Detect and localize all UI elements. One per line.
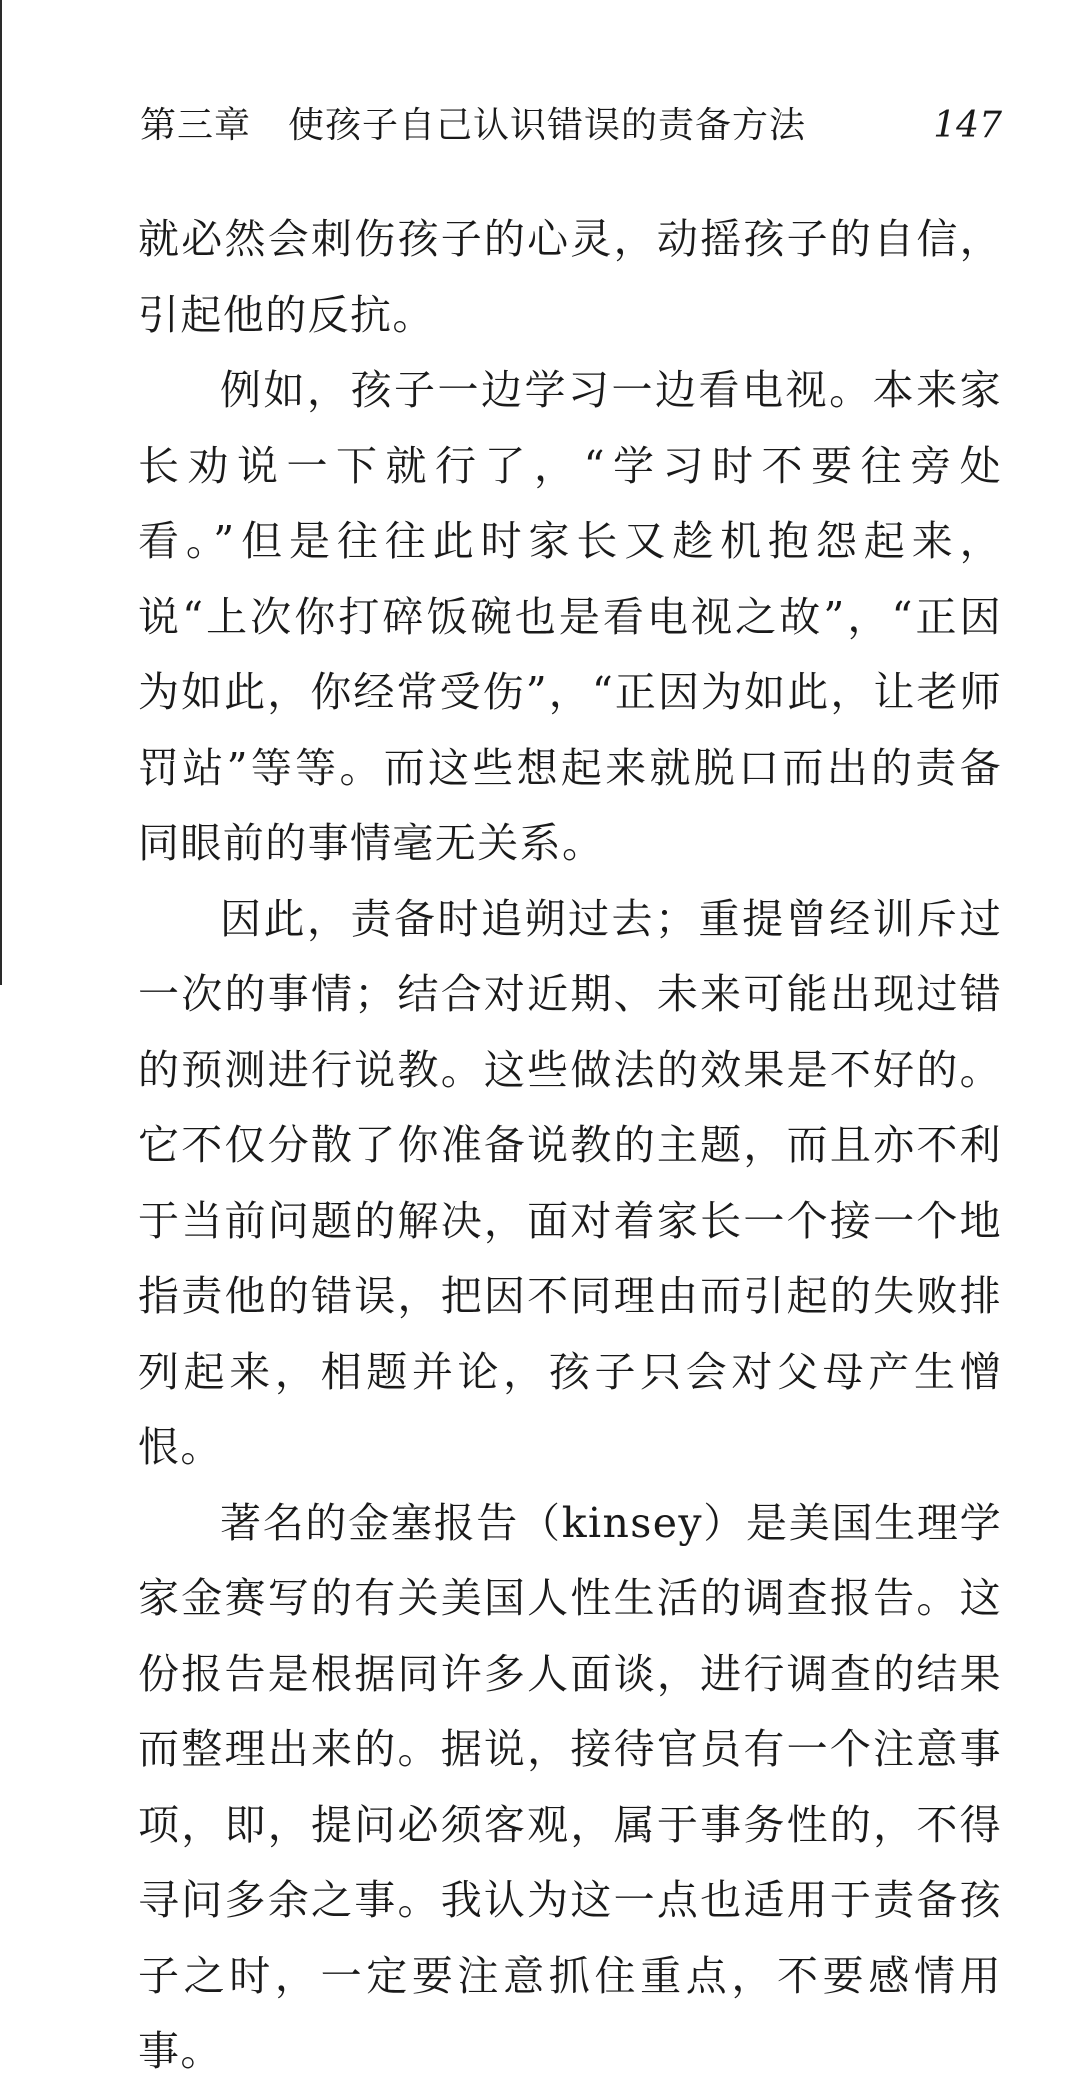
paragraph-continued: 就必然会刺伤孩子的心灵，动摇孩子的自信，引起他的反抗。 <box>138 215 1002 339</box>
paragraph: 著名的金塞报告（kinsey）是美国生理学家金赛写的有关美国人性生活的调查报告。这份报告是根据同许多人面谈，进行调查的结果而整理出来的。据说，接待官员有一个注意事项，即，提问必须客观，属于事务性的，不得寻问多余之事。我认为这一点也适用于责备孩子之时，一定要注意抓住重点，不要感情用事。 <box>138 1498 1002 2075</box>
scan-edge-line <box>0 0 2 985</box>
chapter-title: 第三章 使孩子自己认识错误的责备方法 <box>140 105 807 146</box>
body-text <box>138 202 1002 2090</box>
page-header <box>140 96 1002 156</box>
page-number: 147 <box>933 105 1002 146</box>
paragraph: 因此，责备时追朔过去；重提曾经训斥过一次的事情；结合对近期、未来可能出现过错的预测进行说教。这些做法的效果是不好的。它不仅分散了你准备说教的主题，而且亦不利于当前问题的解决，面对着家长一个接一个地指责他的错误，把因不同理由而引起的失败排列起来，相题并论，孩子只会对父母产生憎恨。 <box>138 894 1002 1471</box>
paragraph: 例如，孩子一边学习一边看电视。本来家长劝说一下就行了，“学习时不要往旁处看。”但是往往此时家长又趁机抱怨起来，说“上次你打碎饭碗也是看电视之故”，“正因为如此，你经常受伤”，“正因为如此，让老师罚站”等等。而这些想起来就脱口而出的责备同眼前的事情毫无关系。 <box>138 366 1002 867</box>
